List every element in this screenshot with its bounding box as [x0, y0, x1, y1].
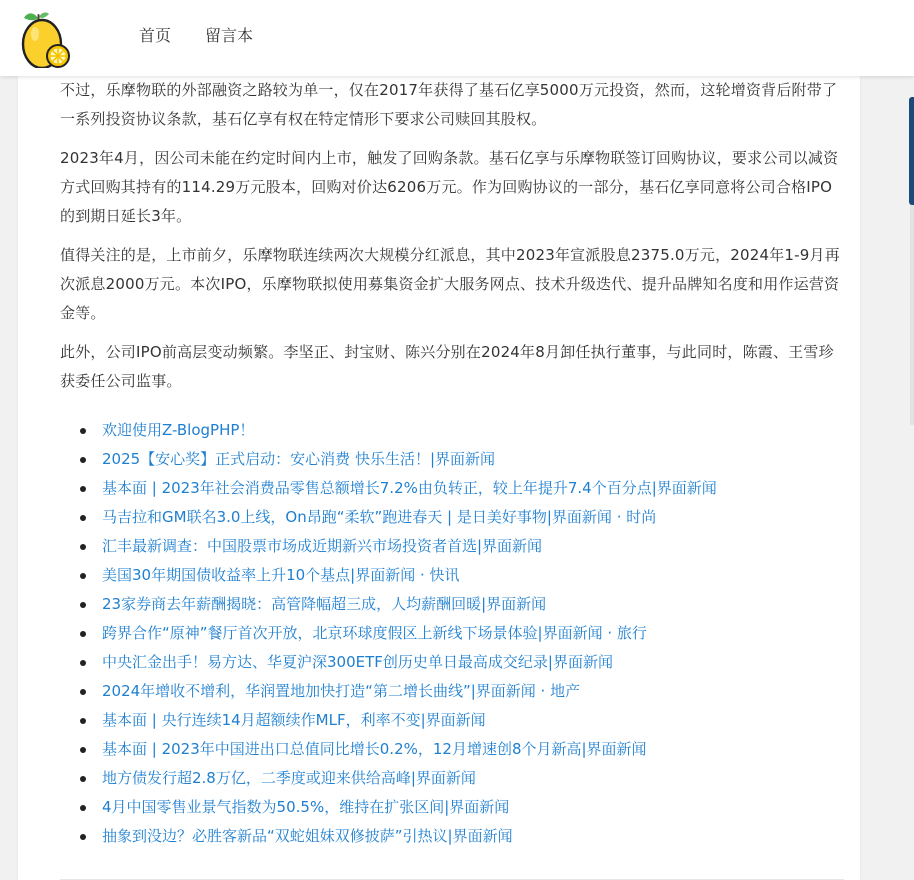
related-link[interactable]: 基本面 | 央行连续14月超额续作MLF，利率不变|界面新闻 [102, 711, 486, 729]
bullet-icon [80, 747, 86, 753]
bullet-icon [80, 486, 86, 492]
article-content [18, 76, 860, 880]
side-panel-tab[interactable] [909, 97, 914, 205]
related-link[interactable]: 2025【安心奖】正式启动：安心消费 快乐生活！|界面新闻 [102, 450, 495, 468]
related-link[interactable]: 跨界合作“原神”餐厅首次开放，北京环球度假区上新线下场景体验|界面新闻 · 旅行 [102, 624, 647, 642]
related-link[interactable]: 23家券商去年薪酬揭晓：高管降幅超三成，人均薪酬回暖|界面新闻 [102, 595, 547, 613]
article-paragraph: 2023年4月，因公司未能在约定时间内上市，触发了回购条款。基石亿享与乐摩物联签订回购协议，要求公司以减资方式回购其持有的114.29万元股本，回购对价达6206万元。作为回购协议的一部分，基石亿享同意将公司合格IPO的到期日延长3年。 [60, 149, 839, 225]
related-link[interactable]: 中央汇金出手！易方达、华夏沪深300ETF创历史单日最高成交纪录|界面新闻 [102, 653, 613, 671]
nav-home-link[interactable]: 首页 [139, 26, 172, 45]
related-link[interactable]: 美国30年期国债收益率上升10个基点|界面新闻 · 快讯 [102, 566, 460, 584]
list-item [60, 793, 844, 822]
side-panel-edge [910, 205, 914, 425]
main-nav [139, 26, 253, 46]
list-item [60, 648, 844, 677]
bullet-icon [80, 834, 86, 840]
bullet-icon [80, 718, 86, 724]
list-item [60, 445, 844, 474]
list-item [60, 619, 844, 648]
related-links-list [60, 416, 844, 851]
article-paragraph: 值得关注的是，上市前夕，乐摩物联连续两次大规模分红派息，其中2023年宣派股息2375.0万元，2024年1-9月再次派息2000万元。本次IPO，乐摩物联拟使用募集资金扩大服务网点、技术升级迭代、提升品牌知名度和用作运营资金等。 [60, 246, 840, 322]
bullet-icon [80, 544, 86, 550]
related-link[interactable]: 欢迎使用Z-BlogPHP！ [102, 421, 255, 439]
related-link[interactable]: 2024年增收不增利，华润置地加快打造“第二增长曲线”|界面新闻 · 地产 [102, 682, 581, 700]
list-item [60, 532, 844, 561]
list-item [60, 706, 844, 735]
list-item [60, 735, 844, 764]
related-link[interactable]: 4月中国零售业景气指数为50.5%，维持在扩张区间|界面新闻 [102, 798, 510, 816]
lemon-logo-icon[interactable] [18, 8, 76, 68]
related-link[interactable]: 基本面 | 2023年中国进出口总值同比增长0.2%，12月增速创8个月新高|界面新闻 [102, 740, 647, 758]
related-link[interactable]: 抽象到没边？必胜客新品“双蛇姐妹双修披萨”引热议|界面新闻 [102, 827, 513, 845]
list-item [60, 677, 844, 706]
related-link[interactable]: 汇丰最新调查：中国股票市场成近期新兴市场投资者首选|界面新闻 [102, 537, 543, 555]
list-item [60, 590, 844, 619]
bullet-icon [80, 457, 86, 463]
bullet-icon [80, 660, 86, 666]
bullet-icon [80, 631, 86, 637]
bullet-icon [80, 573, 86, 579]
related-link[interactable]: 地方债发行超2.8万亿，二季度或迎来供给高峰|界面新闻 [102, 769, 476, 787]
bullet-icon [80, 515, 86, 521]
article-paragraph: 不过，乐摩物联的外部融资之路较为单一，仅在2017年获得了基石亿享5000万元投资，然而，这轮增资背后附带了一系列投资协议条款，基石亿享有权在特定情形下要求公司赎回其股权。 [60, 81, 838, 128]
related-link[interactable]: 基本面 | 2023年社会消费品零售总额增长7.2%由负转正，较上年提升7.4个百分点|界面新闻 [102, 479, 717, 497]
bullet-icon [80, 776, 86, 782]
bullet-icon [80, 602, 86, 608]
list-item [60, 474, 844, 503]
list-item [60, 503, 844, 532]
article-paragraph: 此外，公司IPO前高层变动频繁。李坚正、封宝财、陈兴分别在2024年8月卸任执行董事，与此同时，陈霞、王雪珍获委任公司监事。 [60, 343, 834, 390]
nav-guestbook-link[interactable]: 留言本 [205, 26, 254, 45]
bullet-icon [80, 428, 86, 434]
list-item [60, 822, 844, 851]
bullet-icon [80, 805, 86, 811]
top-header [0, 0, 914, 76]
related-link[interactable]: 马吉拉和GM联名3.0上线，On昂跑“柔软”跑进春天 | 是日美好事物|界面新闻 · 时尚 [102, 508, 657, 526]
list-item [60, 561, 844, 590]
list-item [60, 764, 844, 793]
list-item [60, 416, 844, 445]
bullet-icon [80, 689, 86, 695]
